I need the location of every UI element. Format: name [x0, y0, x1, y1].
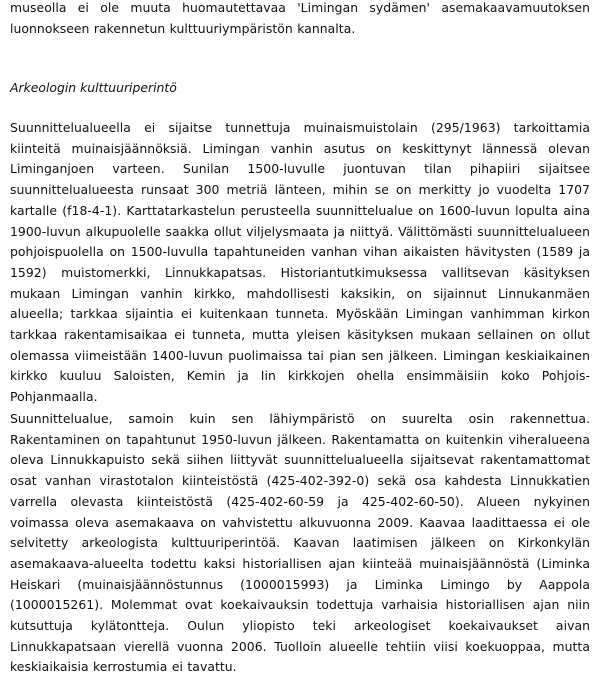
body-paragraph-1: Suunnittelualueella ei sijaitse tunnettuja muinaismuistolain (295/1963) tarkoittamia kiinteitä muinaisjäännöksiä. Limingan vanhin asutus on keskittynyt lännessä olevan Liminganjoen varteen. Sunilan 1500-luvulle juontuvan tilan pihapiiri sijaitsee suunnittelualueesta runsaat 300 metriä länteen, mihin se on merkitty jo vuodelta 1707 kartalle (f18-4-1). Karttatarkastelun perusteella suunnittelualue on 1600-luvun lopulta aina 1900-luvun alkupuolelle saakka ollut viljelysmaata ja niittyä. Välittömästi suunnittelualueen pohjoispuolella on 1500-luvulla tapahtuneiden vanhan vihan aikaisten hävitysten (1589 ja 1592) muistomerkki, Linnukkapatsas. Historiantutkimuksessa vallitsevan käsityksen mukaan Limingan vanhin kirkko, mahdollisesti kaksikin, on sijainnut Linnukanmäen alueella; tarkkaa sijaintia ei kuitenkaan tunneta. Myöskään Limingan vanhimman kirkon tarkkaa rakentamisaikaa ei tunneta, mutta yleisen käsityksen mukaan sellainen on ollut olemassa viimeistään 1400-luvun puolimaissa tai pian sen jälkeen. Limingan keskiaikainen kirkko kuuluu Saloisten, Kemin ja Iin kirkkojen ohella ensimmäisiin koko Pohjois-Pohjanmaalla. [10, 120, 590, 405]
intro-paragraph: museolla ei ole muuta huomautettavaa 'Limingan sydämen' asemakaavamuutoksen luonnokseen rakennetun kulttuuriympäristön kannalta. [10, 0, 590, 36]
body-paragraph-2: Suunnittelualue, samoin kuin sen lähiympäristö on suurelta osin rakennettua. Rakentaminen on tapahtunut 1950-luvun jälkeen. Rakentamatta on kuitenkin viheralueena oleva Linnukkapuisto sekä siihen liittyvät suunnittelualueella sijaitsevat rakentamattomat osat vanhan virastotalon kiinteistöstä (425-402-392-0) sekä osa kahdesta Linnukkatien varrella olevasta kiinteistöstä (425-402-60-59 ja 425-402-60-50). Alueen nykyinen voimassa oleva asemakaava on vahvistettu alkuvuonna 2009. Kaavaa laadittaessa ei ole selvitetty arkeologista kulttuuriperintöä. Kaavan laatimisen jälkeen on Kirkonkylän asemakaava-alueelta todettu kaksi historiallisen ajan kiinteää muinaisjäännöstä (Liminka Heiskari (muinaisjäännöstunnus (1000015993) ja Liminka Limingo by Aappola (1000015261). Molemmat ovat koekaivauksin todettuja varhaisia historiallisen ajan niin kutsuttuja kylätontteja. Oulun yliopisto teki arkeologiset koekaivaukset aivan Linnukkapatsaan vierellä vuonna 2006. Tuolloin alueelle tehtiin viisi koekuoppaa, mutta keskiaikaisia kerrostumia ei tavattu. [10, 411, 590, 675]
section-heading: Arkeologin kulttuuriperintö [10, 80, 177, 95]
